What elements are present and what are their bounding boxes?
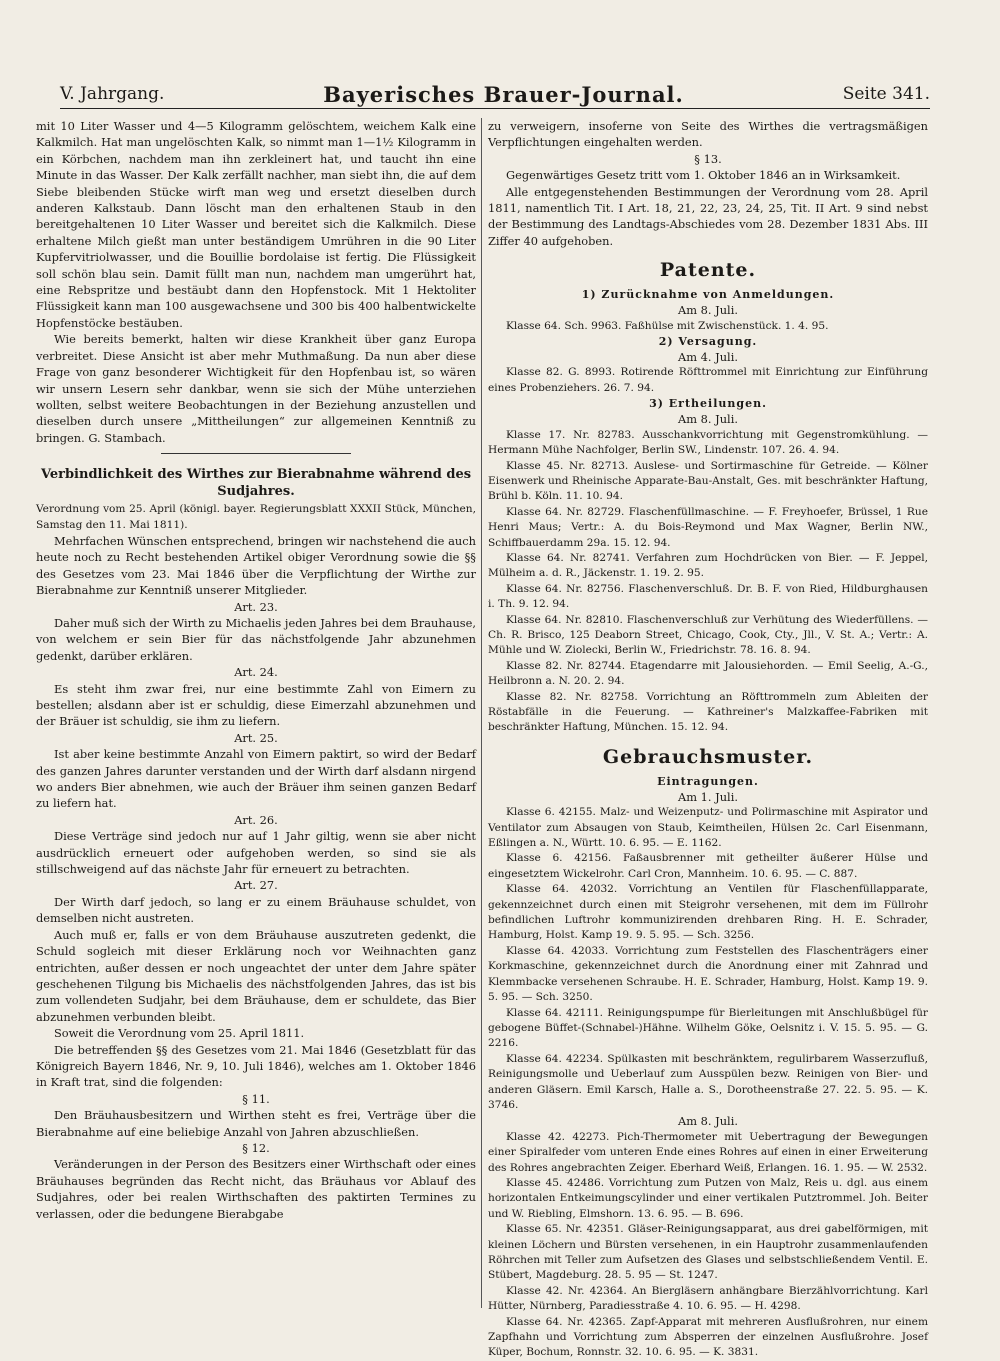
paragraph: Der Wirth darf jedoch, so lang er zu einem Bräuhause schuldet, von demselben nicht austreten. <box>36 894 476 926</box>
divider <box>161 453 351 454</box>
section-heading: § 11. <box>242 1091 270 1106</box>
patent-entry: Klasse 64. Nr. 82729. Flaschenfüllmaschine. — F. Freyhoefer, Brüssel, 1 Rue Henri Maus; Vertr.: A. du Bois-Reymond und Max Wagner, Berlin NW., Schiffbauerdamm 29a. 15. 12. 94. <box>488 505 928 549</box>
patent-entry: Klasse 82. Nr. 82758. Vorrichtung an Röfttrommeln zum Ableiten der Röstabfälle in die Feuerung. — Kathreiner's Malzkaffee-Fabriken mit beschränkter Haftung, München. 15. 12. 94. <box>488 690 928 734</box>
utility-models-subheading: Eintragungen. <box>657 774 759 788</box>
date-line: Am 8. Juli. <box>678 412 738 427</box>
utility-model-entry: Klasse 64. 42032. Vorrichtung an Ventilen für Flaschenfüllapparate, gekennzeichnet durch einen mit Steigrohr versehenen, mit dem im Füllrohr befindlichen Luftrohr kommunizirenden drehbaren Ring. H. E. Schrader, Hamburg, Holst. Kamp 19. 9. 5. 95. — Sch. 3256. <box>488 883 928 942</box>
column-divider <box>481 118 482 1308</box>
article-source: Verordnung vom 25. April (königl. bayer. Regierungsblatt XXXII Stück, München, Samstag den 11. Mai 1811). <box>36 503 476 531</box>
paragraph: Ist aber keine bestimmte Anzahl von Eimern paktirt, so wird der Bedarf des ganzen Jahres darunter verstanden und der Wirth darf alsdann nirgend wo anders Bier abnehmen, wie auch der Bräuer ihm seinen ganzen Bedarf zu liefern hat. <box>36 747 476 811</box>
paragraph: mit 10 Liter Wasser und 4—5 Kilogramm gelöschtem, weichem Kalk eine Kalkmilch. Hat man ungelöschten Kalk, so nimmt man 1—1½ Kilogramm in ein Körbchen, nachdem man ihn zerkleinert hat, und taucht ihn eine Minute in das Wasser. Der Kalk zerfällt nachher, man siebt ihn, die auf dem Siebe bleibenden Stücke wirft man weg und ersetzt dieselben durch anderen Kalkstaub. Dann löscht man den erhaltenen Staub in den bereitgehaltenen 10 Liter Wasser und bereitet sich die Kalkmilch. Diese erhaltene Milch gießt man unter beständigem Umrühren in die 90 Liter Kupfervitriolwasser, und die Bouillie bordolaise ist fertig. Die Flüssigkeit soll schön blau sein. Damit füllt man nun, nachdem man umgerührt hat, eine Rebspritze und bestäubt dann den Hopfenstock. Mit 1 Hektoliter Flüssigkeit kann man 100 ausgewachsene und 300 bis 400 halbentwickelte Hopfenstöcke bestäuben. <box>36 119 476 330</box>
utility-model-entry: Klasse 45. 42486. Vorrichtung zum Putzen von Malz, Reis u. dgl. aus einem horizontalen Entkeimungscylinder und einer vertikalen Putztrommel. Joh. Beiter und W. Riebling, Elmshorn. 13. 6. 95. — B. 696. <box>488 1176 928 1220</box>
utility-model-entry: Klasse 64. Nr. 42365. Zapf-Apparat mit mehreren Ausflußrohren, nur einem Zapfhahn und Vorrichtung zum Absperren der einzelnen Ausflußrohre. Josef Küper, Bochum, Ronnstr. 32. 10. 6. 95. — K. 3831. <box>488 1315 928 1359</box>
paragraph: Alle entgegenstehenden Bestimmungen der Verordnung vom 28. April 1811, namentlich Tit. I Art. 18, 21, 22, 23, 24, 25, Tit. II Art. 9 sind nebst der Bestimmung des Landtags-Abschiedes vom 28. Dezember 1831 Abs. III Ziffer 40 aufgehoben. <box>488 184 928 248</box>
article-heading: Art. 23. <box>234 599 278 614</box>
patent-entry: Klasse 82. Nr. 82744. Etagendarre mit Jalousiehorden. — Emil Seelig, A.-G., Heilbronn a. N. 20. 2. 94. <box>488 659 928 688</box>
article-heading: Art. 24. <box>234 665 278 680</box>
date-line: Am 1. Juli. <box>678 789 738 804</box>
patent-entry: Klasse 45. Nr. 82713. Auslese- und Sortirmaschine für Getreide. — Kölner Eisenwerk und Rheinische Apparate-Bau-Anstalt, Ges. mit beschränkter Haftung, Brühl b. Köln. 11. 10. 94. <box>488 459 928 503</box>
patent-entry: Klasse 82. G. 8993. Rotirende Röfttrommel mit Einrichtung zur Einführung eines Probenziehers. 26. 7. 94. <box>488 366 928 394</box>
paragraph: Daher muß sich der Wirth zu Michaelis jeden Jahres bei dem Brauhause, von welchem er sein Bier für das nächstfolgende Jahr abzunehmen gedenkt, darüber erklären. <box>36 615 476 663</box>
utility-model-entry: Klasse 65. Nr. 42351. Gläser-Reinigungsapparat, aus drei gabelförmigen, mit kleinen Löchern und Bürsten versehenen, in ein Hauptrohr zusammenlaufenden Röhrchen mit Teller zum Aufsetzen des Glases und selbstschließendem Ventil. E. Stübert, Magdeburg. 28. 5. 95 — St. 1247. <box>488 1223 928 1282</box>
paragraph: Auch muß er, falls er von dem Bräuhause auszutreten gedenkt, die Schuld sogleich mit dieser Erklärung noch vor Weihnachten ganz entrichten, außer dessen er noch ungeachtet der unter dem Jahre später geschehenen Tilgung bis Michaelis des nächstfolgenden Jahres, das ist bis zum vollendeten Sudjahr, bei dem Bräuhause, dem er schuldete, das Bier abzunehmen verbunden bleibt. <box>36 927 476 1024</box>
volume-label: V. Jahrgang. <box>60 84 165 104</box>
date-line: Am 8. Juli. <box>678 1114 738 1129</box>
patent-entry: Klasse 64. Nr. 82810. Flaschenverschluß zur Verhütung des Wiederfüllens. — Ch. R. Brisco, 125 Deaborn Street, Chicago, Cook, Cty., Jll., V. St. A.; Vertr.: A. Mühle und W. Ziolecki, Berlin W., Friedrichstr. 78. 16. 8. 94. <box>488 613 928 657</box>
paragraph: Den Bräuhausbesitzern und Wirthen steht es frei, Verträge über die Bierabnahme auf eine beliebige Anzahl von Jahren abzuschließen. <box>36 1108 476 1139</box>
paragraph: Wie bereits bemerkt, halten wir diese Krankheit über ganz Europa verbreitet. Diese Ansicht ist aber mehr Muthmaßung. Da nun aber diese Frage von ganz besonderer Wichtigkeit für den Hopfenbau ist, so wären wir unsern Lesern sehr dankbar, wenn sie sich der Mühe unterziehen wollten, selbst weitere Beobachtungen in der Beziehung anzustellen und dieselben durch unsere „Mittheilungen“ zur allgemeinen Kenntniß zu bringen. G. Stambach. <box>36 332 476 445</box>
article-title: Verbindlichkeit des Wirthes zur Bierabnahme während des Sudjahres. <box>40 467 472 500</box>
article-heading: Art. 25. <box>234 730 278 745</box>
paragraph: Die betreffenden §§ des Gesetzes vom 21. Mai 1846 (Gesetzblatt für das Königreich Bayern 1846, Nr. 9, 10. Juli 1846), welches am 1. Oktober 1846 in Kraft trat, sind die folgenden: <box>36 1042 476 1090</box>
patent-entry: Klasse 64. Sch. 9963. Faßhülse mit Zwischenstück. 1. 4. 95. <box>506 319 829 332</box>
patent-entry: Klasse 17. Nr. 82783. Ausschankvorrichtung mit Gegenstromkühlung. — Hermann Mühe Nachfolger, Berlin SW., Lindenstr. 107. 26. 4. 94. <box>488 428 928 457</box>
section-heading: § 12. <box>242 1140 270 1155</box>
date-line: Am 4. Juli. <box>678 350 738 365</box>
paragraph: Gegenwärtiges Gesetz tritt vom 1. Oktober 1846 an in Wirksamkeit. <box>506 168 901 183</box>
article-heading: Art. 26. <box>234 812 278 827</box>
patent-entry: Klasse 64. Nr. 82741. Verfahren zum Hochdrücken von Bier. — F. Jeppel, Mülheim a. d. R., Jäckenstr. 1. 19. 2. 95. <box>488 551 928 580</box>
utility-model-entry: Klasse 64. 42234. Spülkasten mit beschränktem, regulirbarem Wasserzufluß, Reinigungsmolle und Ueberlauf zum Ausspülen bezw. Reinigen von Bier- und anderen Gläsern. Emil Karsch, Halle a. S., Dorotheenstraße 27. 22. 5. 95. — K. 3746. <box>488 1052 928 1111</box>
patents-subheading: 1) Zurücknahme von Anmeldungen. <box>581 288 835 302</box>
journal-title: Bayerisches Brauer-Journal. <box>323 81 684 107</box>
utility-model-entry: Klasse 64. 42033. Vorrichtung zum Feststellen des Flaschenträgers einer Korkmaschine, gekennzeichnet durch die Anordnung einer mit Zahnrad und Klemmbacke versehenen Schraube. H. E. Schrader, Hamburg, Holst. Kamp 19. 9. 5. 95. — Sch. 3250. <box>488 944 928 1004</box>
patent-entry: Klasse 64. Nr. 82756. Flaschenverschluß. Dr. B. F. von Ried, Hildburghausen i. Th. 9. 12. 94. <box>488 582 928 611</box>
paragraph: Soweit die Verordnung vom 25. April 1811. <box>54 1026 305 1041</box>
left-column <box>36 118 476 1308</box>
utility-model-entry: Klasse 42. Nr. 42364. An Biergläsern anhängbare Bierzählvorrichtung. Karl Hütter, Nürnberg, Paradiesstraße 4. 10. 6. 95. — H. 4298. <box>488 1284 928 1313</box>
utility-model-entry: Klasse 6. 42155. Malz- und Weizenputz- und Polirmaschine mit Aspirator und Ventilator zum Absaugen von Staub, Keimtheilen, Hülsen 2c. Carl Eisenmann, Eßlingen a. N., Württ. 10. 6. 95. — E. 1162. <box>488 806 928 850</box>
page-number: Seite 341. <box>842 84 930 104</box>
right-column <box>488 118 928 1359</box>
paragraph: zu verweigern, insoferne von Seite des Wirthes die vertragsmäßigen Verpflichtungen eingehalten werden. <box>488 119 928 150</box>
paragraph: Diese Verträge sind jedoch nur auf 1 Jahr giltig, wenn sie aber nicht ausdrücklich erneuert oder aufgehoben werden, so sind sie als stillschweigend auf das nächste Jahr für erneuert zu betrachten. <box>36 829 476 877</box>
utility-models-title: Gebrauchsmuster. <box>602 745 814 768</box>
article-heading: Art. 27. <box>234 878 278 893</box>
patents-subheading: 2) Versagung. <box>658 335 758 349</box>
utility-model-entry: Klasse 6. 42156. Faßausbrenner mit getheilter äußerer Hülse und eingesetztem Wickelrohr. Carl Cron, Mannheim. 10. 6. 95. — C. 887. <box>488 852 928 880</box>
paragraph: Es steht ihm zwar frei, nur eine bestimmte Zahl von Eimern zu bestellen; alsdann aber ist er schuldig, diese Eimerzahl abzunehmen und der Bräuer ist schuldig, sie ihm zu liefern. <box>36 681 476 729</box>
section-heading: § 13. <box>694 151 722 166</box>
patents-title: Patente. <box>659 259 757 282</box>
utility-model-entry: Klasse 64. 42111. Reinigungspumpe für Bierleitungen mit Anschlußbügel für gebogene Büffet-(Schnabel-)Hähne. Wilhelm Göke, Oelsnitz i. V. 15. 5. 95. — G. 2216. <box>488 1006 928 1050</box>
utility-model-entry: Klasse 42. 42273. Pich-Thermometer mit Uebertragung der Bewegungen einer Spiralfeder vom unteren Ende eines Rohres auf einen in einer Erweiterung des Rohres angebrachten Zeiger. Eberhard Weiß, Erlangen. 16. 1. 95. — W. 2532. <box>488 1130 928 1174</box>
paragraph: Mehrfachen Wünschen entsprechend, bringen wir nachstehend die auch heute noch zu Recht bestehenden Artikel obiger Verordnung sowie die §§ des Gesetzes vom 23. Mai 1846 über die Verpflichtung der Wirthe zur Bierabnahme zur Kenntniß unserer Mitglieder. <box>36 533 476 598</box>
date-line: Am 8. Juli. <box>678 303 738 318</box>
page-header <box>60 80 930 109</box>
patents-subheading: 3) Ertheilungen. <box>649 397 767 411</box>
paragraph: Veränderungen in der Person des Besitzers einer Wirthschaft oder eines Bräuhauses begründen das Recht nicht, das Bräuhaus vor Ablauf des Sudjahres, oder bei realen Wirthschaften des paktirten Termines zu verlassen, oder die bedungene Bierabgabe <box>36 1157 476 1221</box>
